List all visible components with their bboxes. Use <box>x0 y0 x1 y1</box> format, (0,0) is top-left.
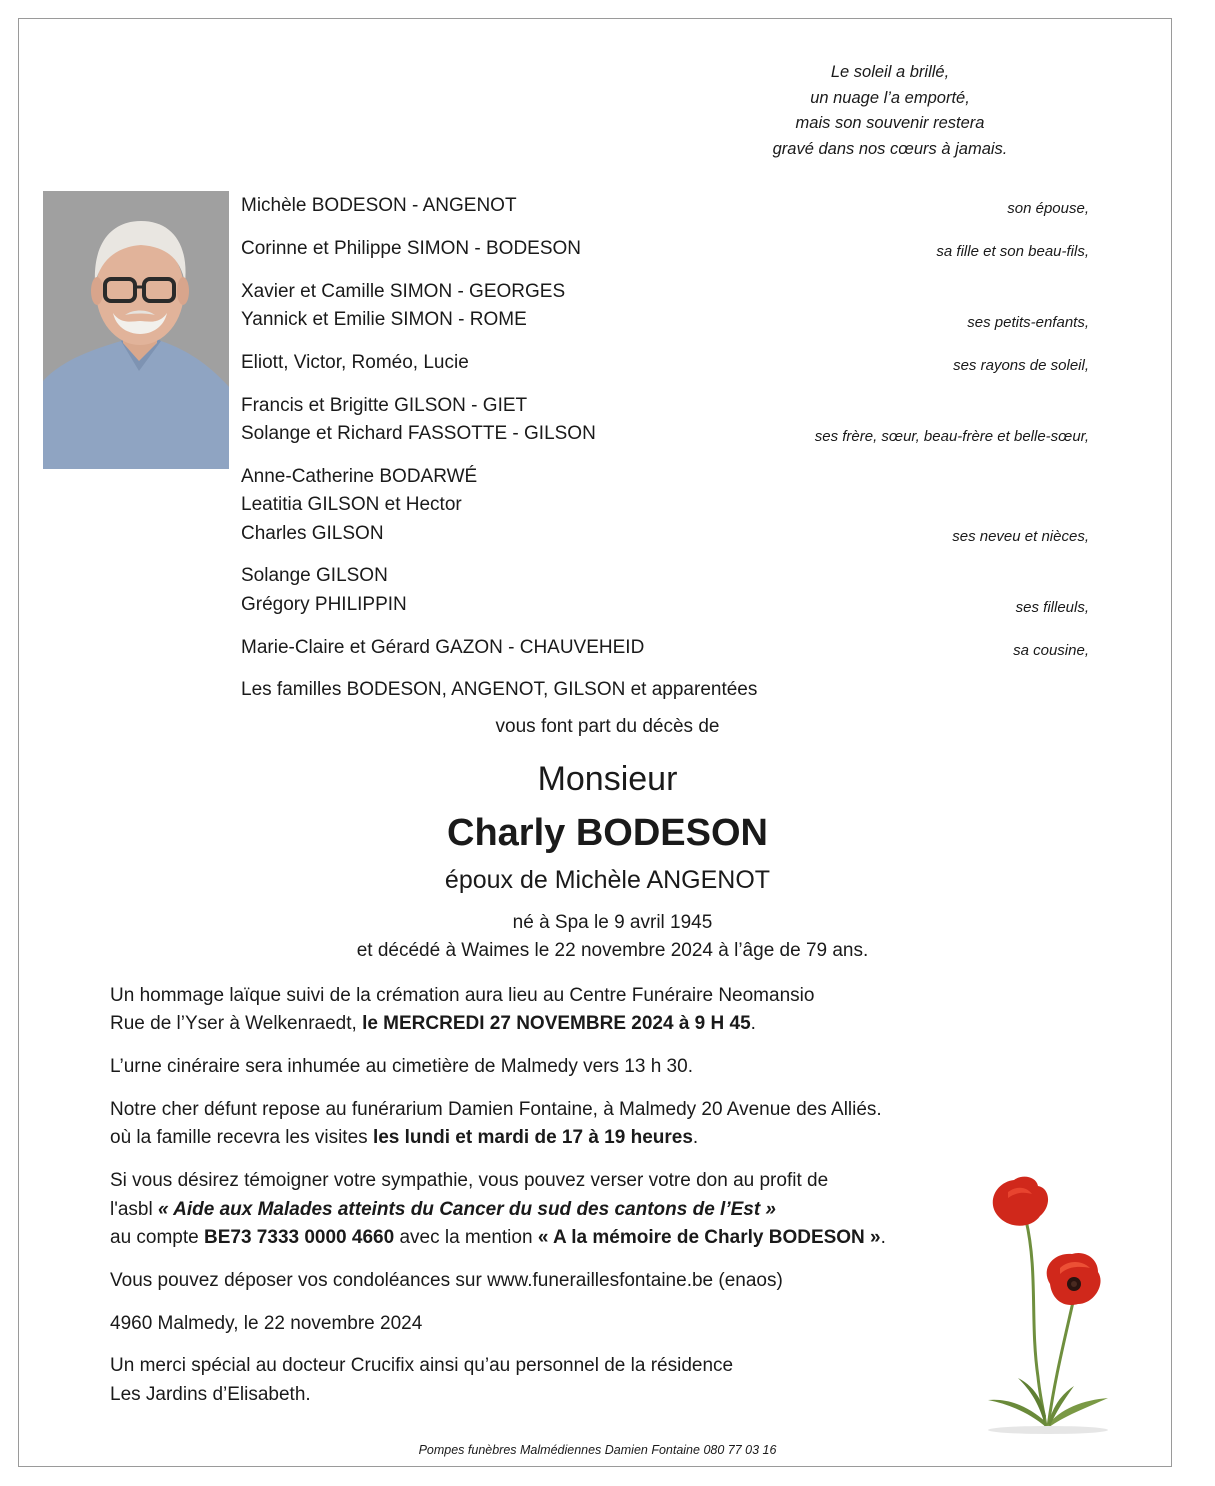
deceased-title: Monsieur <box>537 760 678 798</box>
family-group <box>241 278 1089 335</box>
family-group <box>241 392 1089 449</box>
family-member: Francis et Brigitte GILSON - GIET <box>241 394 528 416</box>
visits-line: Notre cher défunt repose au funérarium Damien Fontaine, à Malmedy 20 Avenue des Alliés. <box>110 1099 882 1120</box>
announcement: vous font part du décès de <box>495 716 720 737</box>
donation-text: l'asbl <box>110 1198 158 1220</box>
urn-paragraph <box>110 1053 990 1081</box>
donation-mention: « A la mémoire de Charly BODESON » <box>537 1227 881 1249</box>
thanks-paragraph <box>110 1352 990 1409</box>
poem-line: Le soleil a brillé, <box>830 63 950 81</box>
deceased-name: Charly BODESON <box>447 812 768 854</box>
visits-paragraph <box>110 1096 990 1153</box>
thanks-line: Les Jardins d’Elisabeth. <box>110 1383 311 1405</box>
family-relation: son épouse, <box>1007 200 1089 218</box>
donation-line <box>110 1224 990 1252</box>
ceremony-date: le MERCREDI 27 NOVEMBRE 2024 à 9 H 45 <box>362 1013 751 1035</box>
family-group <box>241 192 1089 220</box>
family-member: Yannick et Emilie SIMON - ROME <box>241 309 527 330</box>
poem-line: gravé dans nos cœurs à jamais. <box>772 139 1008 158</box>
place-date-paragraph <box>110 1310 990 1338</box>
family-group <box>241 562 1089 619</box>
ceremony-paragraph <box>110 982 990 1039</box>
poem-line: un nuage l’a emporté, <box>810 88 970 107</box>
family-member: Corinne et Philippe SIMON - BODESON <box>241 237 582 259</box>
visits-hours: les lundi et mardi de 17 à 19 heures <box>372 1127 693 1149</box>
funeral-home-footer: Pompes funèbres Malmédiennes Damien Fontaine 080 77 03 16 <box>418 1443 777 1457</box>
family-member: Xavier et Camille SIMON - GEORGES <box>241 280 566 302</box>
condolences-paragraph <box>110 1267 990 1295</box>
donation-text: avec la mention <box>394 1227 538 1249</box>
thanks-line: Un merci spécial au docteur Crucifix ainsi qu’au personnel de la résidence <box>110 1355 734 1377</box>
donation-line <box>110 1196 990 1224</box>
family-member: Eliott, Victor, Roméo, Lucie <box>241 351 469 373</box>
family-group <box>241 463 1089 548</box>
family-member: Marie-Claire et Gérard GAZON - CHAUVEHEID <box>241 636 645 658</box>
poem-line: mais son souvenir restera <box>795 114 985 132</box>
ceremony-line <box>110 1010 990 1038</box>
birth-info: né à Spa le 9 avril 1945 <box>512 912 713 933</box>
family-member: Grégory PHILIPPIN <box>241 593 407 615</box>
family-group <box>241 634 1089 662</box>
family-member: Les familles BODESON, ANGENOT, GILSON et apparentées <box>241 679 758 701</box>
death-info: et décédé à Waimes le 22 novembre 2024 à l’âge de 79 ans. <box>356 940 869 961</box>
bank-account: BE73 7333 0000 4660 <box>204 1227 395 1249</box>
donation-text: au compte <box>110 1227 204 1249</box>
poem <box>700 60 1080 162</box>
family-member: Solange et Richard FASSOTTE - GILSON <box>241 423 596 444</box>
notice-body <box>110 982 990 1424</box>
family-relation: ses filleuls, <box>1015 599 1089 617</box>
poppy-illustration <box>968 1172 1148 1434</box>
family-member: Anne-Catherine BODARWÉ <box>241 465 478 487</box>
place-date: 4960 Malmedy, le 22 novembre 2024 <box>110 1312 423 1334</box>
family-relation: ses frère, sœur, beau-frère et belle-sœur, <box>814 428 1089 446</box>
family-relation: ses neveu et nièces, <box>952 528 1089 546</box>
family-member: Solange GILSON <box>241 565 388 587</box>
charity-name: « Aide aux Malades atteints du Cancer du sud des cantons de l’Est » <box>157 1198 777 1220</box>
visits-line <box>110 1124 990 1152</box>
family-group <box>241 349 1089 377</box>
urn-line: L’urne cinéraire sera inhumée au cimetière de Malmedy vers 13 h 30. <box>110 1056 693 1078</box>
deceased-spouse: époux de Michèle ANGENOT <box>444 866 771 894</box>
ceremony-address: Rue de l’Yser à Welkenraedt, <box>110 1013 363 1035</box>
donation-paragraph <box>110 1167 990 1252</box>
punctuation: . <box>750 1013 756 1035</box>
visits-text: où la famille recevra les visites <box>110 1127 373 1149</box>
family-list <box>241 192 1089 719</box>
punctuation: . <box>692 1127 699 1149</box>
ceremony-line: Un hommage laïque suivi de la crémation aura lieu au Centre Funéraire Neomansio <box>110 985 815 1006</box>
condolences-line: Vous pouvez déposer vos condoléances sur www.funeraillesfontaine.be (enaos) <box>110 1269 783 1291</box>
family-member: Charles GILSON <box>241 522 384 544</box>
punctuation: . <box>880 1227 886 1249</box>
family-relation: ses rayons de soleil, <box>953 357 1089 375</box>
family-group <box>241 676 1089 704</box>
portrait-photo <box>43 191 229 469</box>
family-member: Leatitia GILSON et Hector <box>241 494 462 516</box>
donation-line: Si vous désirez témoigner votre sympathie, vous pouvez verser votre don au profit de <box>110 1170 829 1192</box>
family-group <box>241 235 1089 263</box>
family-relation: sa fille et son beau-fils, <box>936 243 1089 261</box>
family-member: Michèle BODESON - ANGENOT <box>241 195 517 216</box>
family-relation: sa cousine, <box>1013 642 1089 660</box>
family-relation: ses petits-enfants, <box>967 314 1089 332</box>
